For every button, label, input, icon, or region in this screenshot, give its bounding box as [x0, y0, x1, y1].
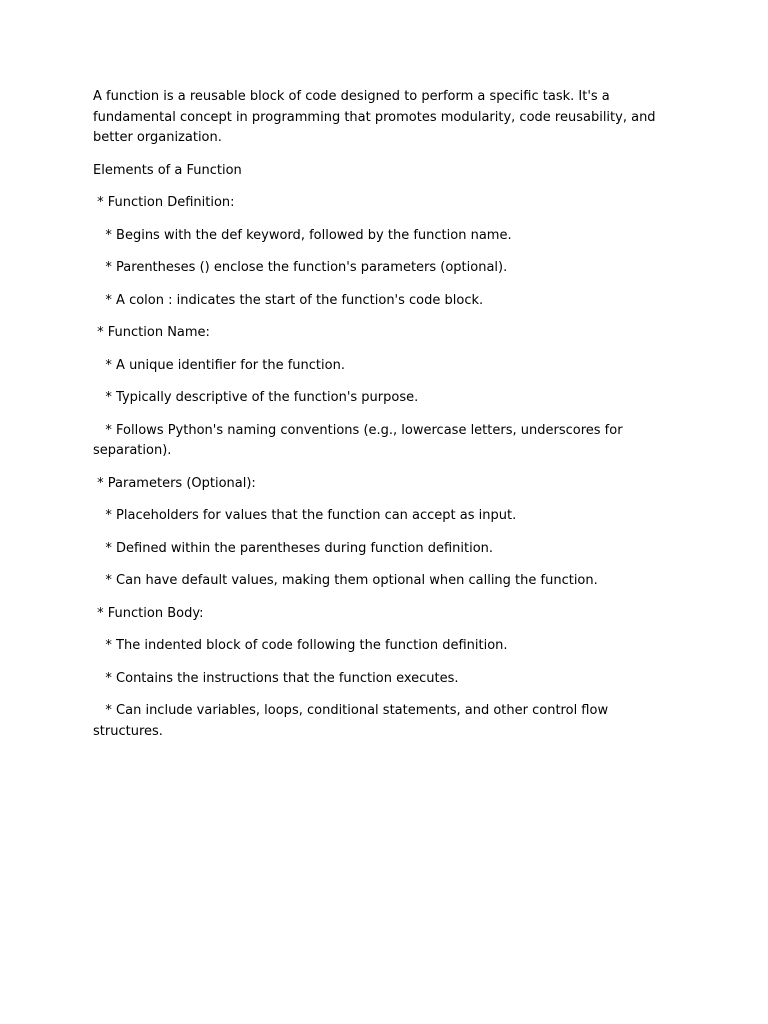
list-item: * Typically descriptive of the function's purpose. — [93, 390, 419, 405]
list-item: * Function Definition: — [93, 195, 235, 210]
list-item: * Function Body: — [93, 605, 204, 621]
list-item: * A unique identifier for the function. — [93, 357, 345, 373]
list-item: * Contains the instructions that the function executes. — [93, 670, 459, 686]
list-item: * The indented block of code following the function definition. — [93, 638, 508, 653]
list-item: * Function Name: — [93, 325, 210, 340]
section-heading: Elements of a Function — [93, 162, 242, 178]
list-item: * Follows Python's naming conventions (e.g., lowercase letters, underscores for separation). — [93, 422, 627, 458]
list-item: * Parameters (Optional): — [93, 475, 256, 491]
list-item: * Can include variables, loops, conditional statements, and other control flow structures. — [93, 703, 613, 739]
list-item: * Can have default values, making them optional when calling the function. — [93, 573, 598, 588]
intro-paragraph: A function is a reusable block of code designed to perform a specific task. It's a fundamental concept in programming that promotes modularity, code reusability, and better organization. — [93, 89, 660, 145]
list-item: * Placeholders for values that the function can accept as input. — [93, 508, 517, 523]
list-item: * Defined within the parentheses during function definition. — [93, 540, 494, 556]
list-item: * Begins with the def keyword, followed by the function name. — [93, 227, 512, 243]
list-item: * Parentheses () enclose the function's parameters (optional). — [93, 260, 508, 275]
list-item: * A colon : indicates the start of the function's code block. — [93, 292, 484, 308]
